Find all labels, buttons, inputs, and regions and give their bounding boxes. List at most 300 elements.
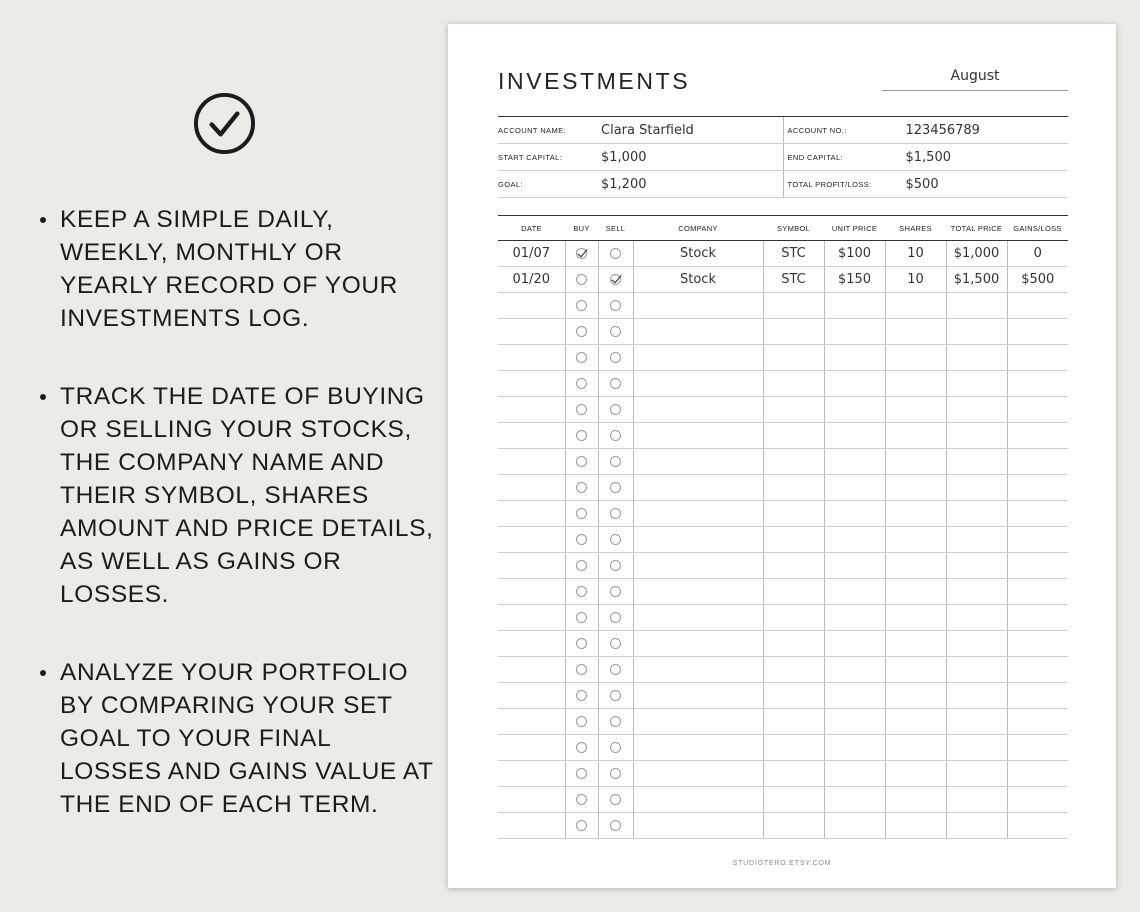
- sheet-title: INVESTMENTS: [498, 68, 691, 94]
- buy-checkbox[interactable]: [576, 274, 587, 285]
- gains-cell[interactable]: [1007, 605, 1068, 631]
- shares-cell[interactable]: [885, 579, 946, 605]
- company-cell[interactable]: [633, 527, 763, 553]
- date-cell[interactable]: [498, 345, 565, 371]
- symbol-cell[interactable]: [763, 319, 824, 345]
- company-cell[interactable]: [633, 813, 763, 839]
- buy-checkbox[interactable]: [576, 820, 587, 831]
- account-number-label: ACCOUNT NO.:: [787, 125, 847, 135]
- table-row: [498, 787, 1068, 813]
- date-cell[interactable]: [498, 579, 565, 605]
- sell-cell: [598, 267, 633, 293]
- buy-checkbox[interactable]: [576, 768, 587, 779]
- sell-checkbox[interactable]: [610, 456, 621, 467]
- buy-cell: [565, 501, 598, 527]
- table-row: [498, 527, 1068, 553]
- company-cell[interactable]: [633, 371, 763, 397]
- account-number-cell: [784, 117, 1069, 143]
- total-price-cell[interactable]: [946, 293, 1007, 319]
- feature-bullet: KEEP A SIMPLE DAILY, WEEKLY, MONTHLY OR YEARLY RECORD OF YOUR INVESTMENTS LOG.: [34, 203, 439, 335]
- total-price-cell[interactable]: [946, 345, 1007, 371]
- sell-cell: [598, 293, 633, 319]
- shares-cell[interactable]: [885, 553, 946, 579]
- sell-checkbox[interactable]: [610, 378, 621, 389]
- date-cell[interactable]: [498, 709, 565, 735]
- symbol-cell[interactable]: [763, 345, 824, 371]
- col-unit-price: UNIT PRICE: [824, 216, 885, 241]
- unit-price-cell[interactable]: [824, 397, 885, 423]
- buy-checkbox[interactable]: [576, 378, 587, 389]
- total-price-cell[interactable]: [946, 449, 1007, 475]
- total-price-cell[interactable]: $1,500: [946, 267, 1007, 293]
- buy-cell: [565, 449, 598, 475]
- shares-cell[interactable]: [885, 293, 946, 319]
- shares-cell[interactable]: [885, 371, 946, 397]
- symbol-cell[interactable]: [763, 605, 824, 631]
- buy-cell: [565, 267, 598, 293]
- buy-checkbox[interactable]: [576, 534, 587, 545]
- month-field[interactable]: August: [950, 68, 1000, 84]
- account-row: [498, 117, 1068, 144]
- total-price-cell[interactable]: [946, 319, 1007, 345]
- check-circle-icon: [193, 92, 256, 155]
- table-row: [498, 761, 1068, 787]
- table-row: [498, 267, 1068, 293]
- unit-price-cell[interactable]: [824, 683, 885, 709]
- sell-cell: [598, 787, 633, 813]
- unit-price-cell[interactable]: [824, 319, 885, 345]
- table-row: [498, 241, 1068, 267]
- date-cell[interactable]: [498, 631, 565, 657]
- company-cell[interactable]: [633, 319, 763, 345]
- sell-checkbox[interactable]: [610, 430, 621, 441]
- start-capital-value[interactable]: $1,000: [601, 149, 647, 165]
- buy-checkbox[interactable]: [576, 248, 587, 259]
- symbol-cell[interactable]: STC: [763, 267, 824, 293]
- shares-cell[interactable]: [885, 683, 946, 709]
- symbol-cell[interactable]: [763, 423, 824, 449]
- symbol-cell[interactable]: [763, 501, 824, 527]
- investment-log-table: [498, 215, 1068, 839]
- total-price-cell[interactable]: $1,000: [946, 241, 1007, 267]
- symbol-cell[interactable]: [763, 293, 824, 319]
- sell-checkbox[interactable]: [610, 716, 621, 727]
- gains-cell[interactable]: [1007, 293, 1068, 319]
- sell-cell: [598, 813, 633, 839]
- shares-cell[interactable]: 10: [885, 241, 946, 267]
- company-cell[interactable]: [633, 501, 763, 527]
- sell-checkbox[interactable]: [610, 664, 621, 675]
- gains-cell[interactable]: [1007, 683, 1068, 709]
- sell-checkbox[interactable]: [610, 768, 621, 779]
- table-row: [498, 397, 1068, 423]
- buy-checkbox[interactable]: [576, 742, 587, 753]
- sell-cell: [598, 501, 633, 527]
- sell-cell: [598, 475, 633, 501]
- company-cell[interactable]: Stock: [633, 267, 763, 293]
- sell-checkbox[interactable]: [610, 326, 621, 337]
- goal-value[interactable]: $1,200: [601, 176, 647, 192]
- buy-cell: [565, 735, 598, 761]
- total-price-cell[interactable]: [946, 371, 1007, 397]
- buy-checkbox[interactable]: [576, 300, 587, 311]
- sell-checkbox[interactable]: [610, 274, 621, 285]
- date-cell[interactable]: [498, 501, 565, 527]
- buy-checkbox[interactable]: [576, 430, 587, 441]
- goal-row: [498, 171, 1068, 198]
- unit-price-cell[interactable]: [824, 709, 885, 735]
- gains-cell[interactable]: [1007, 813, 1068, 839]
- sell-cell: [598, 241, 633, 267]
- symbol-cell[interactable]: [763, 475, 824, 501]
- shares-cell[interactable]: [885, 345, 946, 371]
- account-number-value[interactable]: 123456789: [905, 122, 980, 138]
- company-cell[interactable]: [633, 683, 763, 709]
- sell-cell: [598, 657, 633, 683]
- buy-cell: [565, 579, 598, 605]
- table-row: [498, 449, 1068, 475]
- unit-price-cell[interactable]: [824, 735, 885, 761]
- table-row: [498, 319, 1068, 345]
- sell-checkbox[interactable]: [610, 248, 621, 259]
- sell-cell: [598, 527, 633, 553]
- sell-checkbox[interactable]: [610, 482, 621, 493]
- shares-cell[interactable]: [885, 605, 946, 631]
- shares-cell[interactable]: [885, 657, 946, 683]
- symbol-cell[interactable]: [763, 449, 824, 475]
- sell-cell: [598, 319, 633, 345]
- table-row: [498, 345, 1068, 371]
- buy-checkbox[interactable]: [576, 638, 587, 649]
- date-cell[interactable]: [498, 761, 565, 787]
- gains-cell[interactable]: [1007, 397, 1068, 423]
- buy-checkbox[interactable]: [576, 690, 587, 701]
- sell-checkbox[interactable]: [610, 586, 621, 597]
- total-price-cell[interactable]: [946, 397, 1007, 423]
- buy-cell: [565, 787, 598, 813]
- profit-value[interactable]: $500: [905, 176, 939, 192]
- table-header-row: [498, 216, 1068, 241]
- date-cell[interactable]: [498, 657, 565, 683]
- gains-cell[interactable]: [1007, 761, 1068, 787]
- goal-cell: [498, 171, 784, 197]
- buy-cell: [565, 709, 598, 735]
- gains-cell[interactable]: [1007, 657, 1068, 683]
- shares-cell[interactable]: [885, 475, 946, 501]
- company-cell[interactable]: [633, 631, 763, 657]
- date-cell[interactable]: [498, 397, 565, 423]
- unit-price-cell[interactable]: [824, 501, 885, 527]
- shares-cell[interactable]: [885, 449, 946, 475]
- sell-checkbox[interactable]: [610, 638, 621, 649]
- profit-cell: [784, 171, 1069, 197]
- date-cell[interactable]: [498, 605, 565, 631]
- company-cell[interactable]: [633, 787, 763, 813]
- sell-cell: [598, 683, 633, 709]
- end-capital-cell: [784, 144, 1069, 170]
- col-shares: SHARES: [885, 216, 946, 241]
- gains-cell[interactable]: [1007, 371, 1068, 397]
- date-cell[interactable]: [498, 319, 565, 345]
- symbol-cell[interactable]: [763, 709, 824, 735]
- company-cell[interactable]: [633, 709, 763, 735]
- buy-checkbox[interactable]: [576, 456, 587, 467]
- unit-price-cell[interactable]: [824, 657, 885, 683]
- buy-checkbox[interactable]: [576, 404, 587, 415]
- date-cell[interactable]: 01/20: [498, 267, 565, 293]
- shares-cell[interactable]: [885, 631, 946, 657]
- shares-cell[interactable]: [885, 761, 946, 787]
- table-row: [498, 605, 1068, 631]
- unit-price-cell[interactable]: $150: [824, 267, 885, 293]
- total-price-cell[interactable]: [946, 501, 1007, 527]
- date-cell[interactable]: [498, 423, 565, 449]
- symbol-cell[interactable]: [763, 787, 824, 813]
- sell-cell: [598, 709, 633, 735]
- sell-checkbox[interactable]: [610, 612, 621, 623]
- col-date: DATE: [498, 216, 565, 241]
- buy-checkbox[interactable]: [576, 482, 587, 493]
- company-cell[interactable]: [633, 761, 763, 787]
- buy-cell: [565, 319, 598, 345]
- symbol-cell[interactable]: [763, 813, 824, 839]
- buy-cell: [565, 293, 598, 319]
- buy-checkbox[interactable]: [576, 794, 587, 805]
- company-cell[interactable]: [633, 423, 763, 449]
- sell-checkbox[interactable]: [610, 742, 621, 753]
- date-cell[interactable]: [498, 527, 565, 553]
- gains-cell[interactable]: [1007, 319, 1068, 345]
- company-cell[interactable]: [633, 345, 763, 371]
- sell-checkbox[interactable]: [610, 560, 621, 571]
- unit-price-cell[interactable]: [824, 787, 885, 813]
- col-company: COMPANY: [633, 216, 763, 241]
- table-row: [498, 631, 1068, 657]
- total-price-cell[interactable]: [946, 683, 1007, 709]
- unit-price-cell[interactable]: [824, 579, 885, 605]
- date-cell[interactable]: 01/07: [498, 241, 565, 267]
- feature-list: [34, 203, 439, 866]
- company-cell[interactable]: [633, 449, 763, 475]
- gains-cell[interactable]: [1007, 631, 1068, 657]
- account-name-value[interactable]: Clara Starfield: [601, 122, 694, 138]
- unit-price-cell[interactable]: [824, 423, 885, 449]
- shares-cell[interactable]: [885, 787, 946, 813]
- sell-cell: [598, 631, 633, 657]
- table-row: [498, 553, 1068, 579]
- gains-cell[interactable]: [1007, 735, 1068, 761]
- date-cell[interactable]: [498, 735, 565, 761]
- buy-cell: [565, 423, 598, 449]
- unit-price-cell[interactable]: $100: [824, 241, 885, 267]
- total-price-cell[interactable]: [946, 787, 1007, 813]
- sell-checkbox[interactable]: [610, 690, 621, 701]
- buy-cell: [565, 553, 598, 579]
- col-symbol: SYMBOL: [763, 216, 824, 241]
- company-cell[interactable]: [633, 657, 763, 683]
- gains-cell[interactable]: $500: [1007, 267, 1068, 293]
- symbol-cell[interactable]: STC: [763, 241, 824, 267]
- symbol-cell[interactable]: [763, 631, 824, 657]
- col-gains-loss: GAINS/LOSS: [1007, 216, 1068, 241]
- start-capital-label: START CAPITAL:: [498, 152, 563, 162]
- symbol-cell[interactable]: [763, 397, 824, 423]
- table-row: [498, 475, 1068, 501]
- feature-bullet: ANALYZE YOUR PORTFOLIO BY COMPARING YOUR SET GOAL TO YOUR FINAL LOSSES AND GAINS VALUE AT THE END OF EACH TERM.: [34, 656, 439, 821]
- symbol-cell[interactable]: [763, 761, 824, 787]
- buy-checkbox[interactable]: [576, 508, 587, 519]
- total-price-cell[interactable]: [946, 475, 1007, 501]
- total-price-cell[interactable]: [946, 735, 1007, 761]
- date-cell[interactable]: [498, 371, 565, 397]
- goal-label: GOAL:: [498, 179, 523, 189]
- symbol-cell[interactable]: [763, 527, 824, 553]
- buy-cell: [565, 761, 598, 787]
- date-cell[interactable]: [498, 787, 565, 813]
- log-body: [498, 241, 1068, 839]
- investments-sheet: [448, 24, 1116, 888]
- gains-cell[interactable]: [1007, 345, 1068, 371]
- unit-price-cell[interactable]: [824, 527, 885, 553]
- gains-cell[interactable]: [1007, 553, 1068, 579]
- company-cell[interactable]: [633, 579, 763, 605]
- sell-cell: [598, 579, 633, 605]
- sell-cell: [598, 553, 633, 579]
- gains-cell[interactable]: [1007, 475, 1068, 501]
- date-cell[interactable]: [498, 553, 565, 579]
- table-row: [498, 579, 1068, 605]
- unit-price-cell[interactable]: [824, 813, 885, 839]
- shares-cell[interactable]: [885, 319, 946, 345]
- buy-cell: [565, 397, 598, 423]
- symbol-cell[interactable]: [763, 657, 824, 683]
- table-row: [498, 293, 1068, 319]
- buy-checkbox[interactable]: [576, 612, 587, 623]
- end-capital-value[interactable]: $1,500: [905, 149, 951, 165]
- total-price-cell[interactable]: [946, 423, 1007, 449]
- gains-cell[interactable]: [1007, 709, 1068, 735]
- col-buy: BUY: [565, 216, 598, 241]
- end-capital-label: END CAPITAL:: [787, 152, 844, 162]
- total-price-cell[interactable]: [946, 761, 1007, 787]
- table-row: [498, 735, 1068, 761]
- total-price-cell[interactable]: [946, 813, 1007, 839]
- date-cell[interactable]: [498, 293, 565, 319]
- gains-cell[interactable]: [1007, 423, 1068, 449]
- date-cell[interactable]: [498, 683, 565, 709]
- account-name-label: ACCOUNT NAME:: [498, 125, 566, 135]
- gains-cell[interactable]: [1007, 579, 1068, 605]
- date-cell[interactable]: [498, 449, 565, 475]
- symbol-cell[interactable]: [763, 735, 824, 761]
- total-price-cell[interactable]: [946, 527, 1007, 553]
- gains-cell[interactable]: [1007, 501, 1068, 527]
- sell-checkbox[interactable]: [610, 352, 621, 363]
- buy-cell: [565, 371, 598, 397]
- gains-cell[interactable]: 0: [1007, 241, 1068, 267]
- total-price-cell[interactable]: [946, 709, 1007, 735]
- company-cell[interactable]: [633, 553, 763, 579]
- sell-checkbox[interactable]: [610, 534, 621, 545]
- col-sell: SELL: [598, 216, 633, 241]
- company-cell[interactable]: [633, 475, 763, 501]
- buy-cell: [565, 605, 598, 631]
- buy-checkbox[interactable]: [576, 560, 587, 571]
- capital-row: [498, 144, 1068, 171]
- company-cell[interactable]: [633, 397, 763, 423]
- gains-cell[interactable]: [1007, 527, 1068, 553]
- buy-cell: [565, 241, 598, 267]
- buy-checkbox[interactable]: [576, 586, 587, 597]
- gains-cell[interactable]: [1007, 449, 1068, 475]
- symbol-cell[interactable]: [763, 579, 824, 605]
- gains-cell[interactable]: [1007, 787, 1068, 813]
- col-total-price: TOTAL PRICE: [946, 216, 1007, 241]
- total-price-cell[interactable]: [946, 657, 1007, 683]
- sell-checkbox[interactable]: [610, 820, 621, 831]
- total-price-cell[interactable]: [946, 631, 1007, 657]
- footer-credit: STUDIOTERO.ETSY.COM: [732, 860, 832, 867]
- company-cell[interactable]: [633, 605, 763, 631]
- unit-price-cell[interactable]: [824, 293, 885, 319]
- shares-cell[interactable]: [885, 397, 946, 423]
- table-row: [498, 683, 1068, 709]
- buy-cell: [565, 631, 598, 657]
- unit-price-cell[interactable]: [824, 345, 885, 371]
- unit-price-cell[interactable]: [824, 761, 885, 787]
- shares-cell[interactable]: 10: [885, 267, 946, 293]
- buy-checkbox[interactable]: [576, 664, 587, 675]
- company-cell[interactable]: [633, 293, 763, 319]
- shares-cell[interactable]: [885, 527, 946, 553]
- symbol-cell[interactable]: [763, 553, 824, 579]
- symbol-cell[interactable]: [763, 371, 824, 397]
- symbol-cell[interactable]: [763, 683, 824, 709]
- total-price-cell[interactable]: [946, 605, 1007, 631]
- sell-checkbox[interactable]: [610, 508, 621, 519]
- buy-checkbox[interactable]: [576, 326, 587, 337]
- shares-cell[interactable]: [885, 709, 946, 735]
- buy-checkbox[interactable]: [576, 716, 587, 727]
- shares-cell[interactable]: [885, 813, 946, 839]
- total-price-cell[interactable]: [946, 553, 1007, 579]
- sell-cell: [598, 345, 633, 371]
- unit-price-cell[interactable]: [824, 631, 885, 657]
- table-row: [498, 657, 1068, 683]
- shares-cell[interactable]: [885, 423, 946, 449]
- unit-price-cell[interactable]: [824, 371, 885, 397]
- sell-checkbox[interactable]: [610, 300, 621, 311]
- unit-price-cell[interactable]: [824, 553, 885, 579]
- month-underline: [882, 90, 1068, 91]
- date-cell[interactable]: [498, 813, 565, 839]
- shares-cell[interactable]: [885, 501, 946, 527]
- company-cell[interactable]: Stock: [633, 241, 763, 267]
- buy-checkbox[interactable]: [576, 352, 587, 363]
- shares-cell[interactable]: [885, 735, 946, 761]
- sell-cell: [598, 761, 633, 787]
- sell-checkbox[interactable]: [610, 794, 621, 805]
- unit-price-cell[interactable]: [824, 605, 885, 631]
- company-cell[interactable]: [633, 735, 763, 761]
- unit-price-cell[interactable]: [824, 449, 885, 475]
- date-cell[interactable]: [498, 475, 565, 501]
- sell-checkbox[interactable]: [610, 404, 621, 415]
- total-price-cell[interactable]: [946, 579, 1007, 605]
- sell-cell: [598, 449, 633, 475]
- feature-bullet: TRACK THE DATE OF BUYING OR SELLING YOUR STOCKS, THE COMPANY NAME AND THEIR SYMBOL, SHARES AMOUNT AND PRICE DETAILS, AS WELL AS GAINS OR LOSSES.: [34, 380, 439, 611]
- unit-price-cell[interactable]: [824, 475, 885, 501]
